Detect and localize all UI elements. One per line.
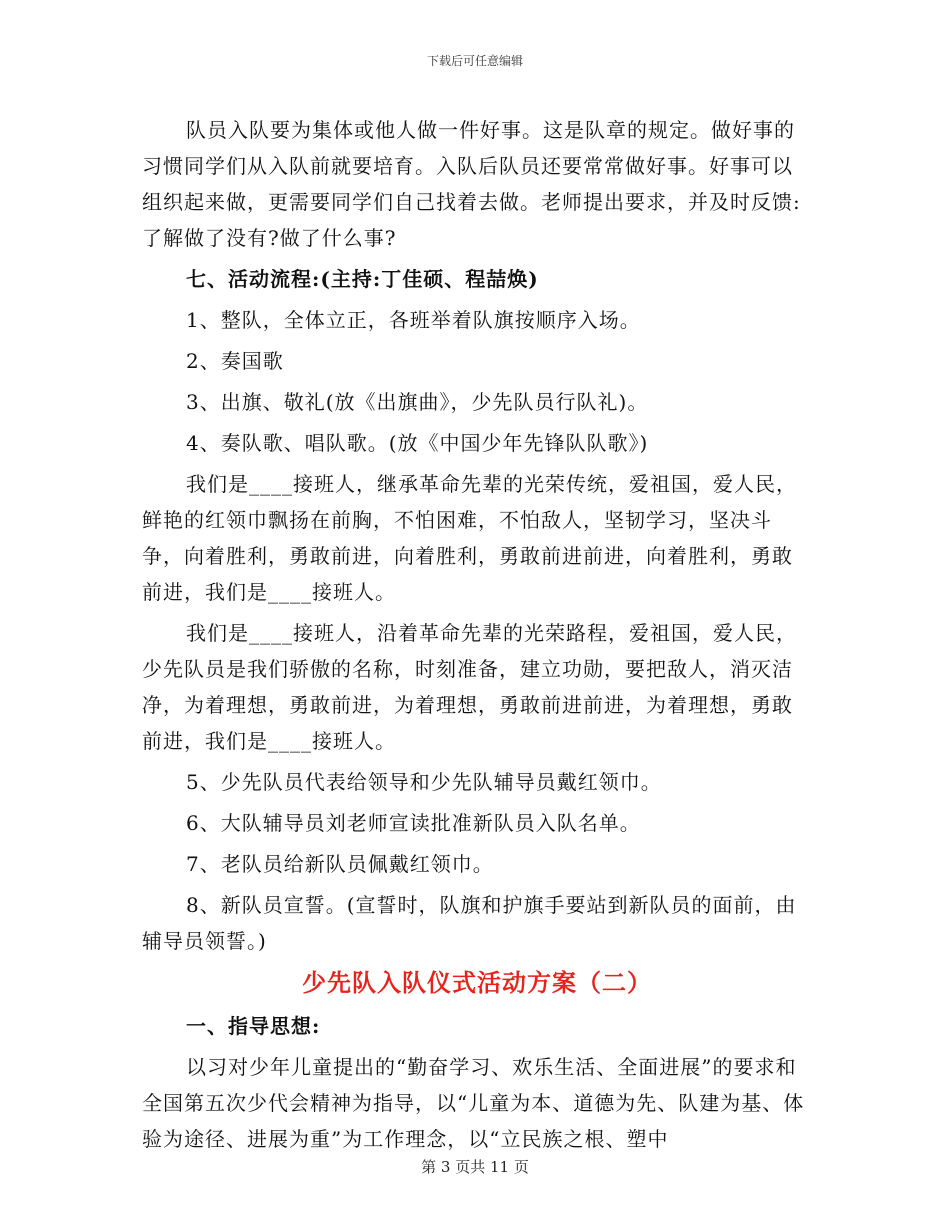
- page-header: 下载后可任意编辑: [426, 54, 523, 68]
- heading-guiding-ideology: 一、指导思想:: [186, 1014, 321, 1038]
- list-item-8: 8、新队员宣誓。(宣誓时，队旗和护旗手要站到新队员的面前，由辅导员领誓。): [142, 893, 797, 953]
- list-item-3: 3、出旗、敬礼(放《出旗曲》，少先队员行队礼)。: [186, 390, 649, 414]
- list-item-7: 7、老队员给新队员佩戴红领巾。: [186, 852, 494, 876]
- paragraph-guiding-ideology: 以习对少年儿童提出的“勤奋学习、欢乐生活、全面进展”的要求和全国第五次少代会精神为指导，以“儿童为本、道德为先、队建为基、体验为途径、进展为重”为工作理念，以“立民族之根、塑中: [142, 1055, 805, 1151]
- song-verse-1: 我们是____接班人，继承革命先辈的光荣传统，爱祖国，爱人民，鲜艳的红领巾飘扬在前胸，不怕困难，不怕敌人，坚韧学习，坚决斗争，向着胜利，勇敢前进，向着胜利，勇敢前进前进，向着胜利，勇敢前进，我们是____接班人。: [142, 472, 797, 604]
- section-title: 少先队入队仪式活动方案（二）: [302, 969, 652, 997]
- heading-activity-process: 七、活动流程:(主持:丁佳硕、程喆焕): [186, 267, 539, 291]
- song-verse-2: 我们是____接班人，沿着革命先辈的光荣路程，爱祖国，爱人民，少先队员是我们骄傲的名称，时刻准备，建立功勋，要把敌人，消灭洁净，为着理想，勇敢前进，为着理想，勇敢前进前进，为着理想，勇敢前进，我们是____接班人。: [142, 621, 797, 753]
- paragraph-good-deeds: 队员入队要为集体或他人做一件好事。这是队章的规定。做好事的习惯同学们从入队前就要培育。入队后队员还要常常做好事。好事可以组织起来做，更需要同学们自己找着去做。老师提出要求，并及时反馈:了解做了没有?做了什么事?: [142, 118, 801, 250]
- list-item-2: 2、奏国歌: [186, 349, 284, 373]
- page-footer: 第 3 页共 11 页: [421, 1158, 529, 1176]
- list-item-6: 6、大队辅导员刘老师宣读批准新队员入队名单。: [186, 811, 641, 835]
- list-item-5: 5、少先队员代表给领导和少先队辅导员戴红领巾。: [186, 770, 662, 794]
- document-body: [142, 112, 812, 1162]
- list-item-4: 4、奏队歌、唱队歌。(放《中国少年先锋队队歌》): [186, 431, 649, 455]
- list-item-1: 1、整队，全体立正，各班举着队旗按顺序入场。: [186, 308, 641, 332]
